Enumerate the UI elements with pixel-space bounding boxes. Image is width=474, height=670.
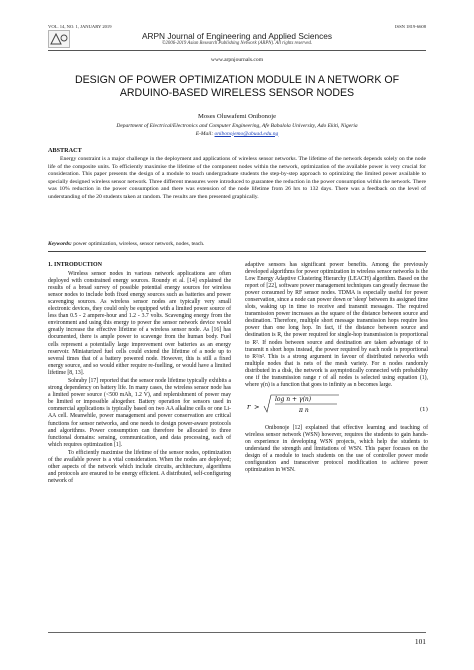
volume-info: VOL. 14, NO. 1, JANUARY 2019	[48, 24, 112, 29]
running-header	[48, 24, 426, 29]
affiliation-text: Department of Electrical/Electronics and Computer Engineering, Afe Babalola University, Ado Ekiti, Nigeria	[116, 123, 358, 129]
journal-name: ARPN Journal of Engineering and Applied Sciences	[141, 31, 333, 41]
keywords-line	[48, 241, 426, 247]
right-column	[245, 262, 428, 476]
section-heading: 1. INTRODUCTION	[48, 262, 103, 268]
copyright-line: ©2006-2019 Asian Research Publishing Network (ARPN). All rights reserved.	[161, 41, 313, 46]
paragraph: To efficiently maximise the lifetime of the sensor nodes, optimization of the available power is a vital consideration. When the nodes are deployed; other aspects of the network which include circuits, architecture, algorithms and protocols are ensured to be energy efficient. A distributed, self-configuring network of	[48, 450, 231, 485]
svg-text:π n: π n	[299, 406, 309, 414]
page-number: 101	[414, 637, 426, 646]
section-divider	[48, 251, 426, 252]
left-column	[48, 262, 231, 487]
header-divider	[48, 50, 426, 51]
paragraph: Onibonoje [12] explained that effective learning and teaching of wireless sensor network (WSN) however, requires the students to gain hands-on experience in developing WSN projects, which help the students to understand the strength and limitations of WSN. This paper focuses on the design of a module to teach students on the use of controller power mode configuration and transceiver protocol modification to achieve power optimization in WSN.	[245, 424, 428, 474]
author-name: Moses Oluwafemi Onibonoje	[197, 113, 276, 120]
svg-text:r: r	[247, 402, 251, 411]
abstract-heading: ABSTRACT	[48, 147, 82, 154]
equation-formula	[245, 391, 385, 421]
email-label: E-Mail:	[195, 130, 214, 137]
footer-divider	[48, 632, 426, 633]
email-line	[0, 131, 474, 139]
svg-text:log n + γ(n): log n + γ(n)	[275, 395, 312, 403]
svg-text:>: >	[254, 402, 260, 411]
keywords-label: Keywords:	[48, 241, 72, 247]
paper-title: DESIGN OF POWER OPTIMIZATION MODULE IN A NETWORK OF ARDUINO-BASED WIRELESS SENSOR NODES	[74, 74, 400, 100]
email-link[interactable]: onibonojemo@abuad.edu.ng	[214, 130, 279, 137]
journal-url[interactable]: www.arpnjournals.com	[210, 57, 264, 63]
issn: ISSN 1819-6608	[394, 24, 426, 29]
equation-number: (1)	[419, 406, 428, 413]
paragraph: adaptive sensors has significant power benefits. Among the previously developed algorithms for power optimization in wireless sensor networks is the Low Energy Adaptive Clustering Hierarchy (LEACH) algorithm. Based on the report of [22], software power management techniques can greatly decrease the power consumed by RF sensor nodes. TDMA is especially useful for power conservation, since a node can power down or 'sleep' between its assigned time slots, waking up in time to receive and transmit messages. The required transmission power increases as the square of the distance between source and destination. Therefore, multiple short message transmission hops require less power than one long hop. In fact, if the distance between source and destination is R, the power required for single-hop transmission is proportional to R². If nodes between source and destination are taken advantage of to transmit n short hops instead, the power required by each node is proportional to R²/n². This is a strong argument in favour of distributed networks with multiple nodes that is nets of the mesh variety. For n nodes randomly distributed in a disk, the network is asymptotically connected with probability one if the transmission range r of all nodes is selected using equation (1), where γ(n) is a function that goes to infinity as n becomes large.	[245, 262, 428, 388]
paragraph: Wireless sensor nodes in various network applications are often deployed with constrained energy sources. Roundy et al. [14] explained the results of a broad survey of possible potential energy sources for wireless sensor nodes to include both fixed energy sources such as batteries and power scavenging sources. As wireless sensor nodes are typically very small electronic devices, they could only be equipped with a limited power source of less than 0.5 - 2 ampere-hour and 1.2 - 3.7 volts. Scavenging energy from the environment and using this energy to power the sensor network device would greatly increase the effective lifetime of a wireless sensor node. As [16] has documented, there is ample power to scavenge from the human body. Fuel cells represent a potentially large improvement over batteries as an energy reservoir. Miniaturized fuel cells could extend the lifetime of a node up to several times that of a battery powered node. However, this is still a fixed energy source, and so would either require re-fuelling, or would have a limited lifetime [8, 13].	[48, 271, 231, 376]
keywords-text: power optimization, wireless, sensor network, nodes, teach.	[73, 241, 205, 247]
equation-1	[245, 391, 428, 421]
author-affiliation	[0, 123, 474, 138]
abstract-body: Energy constraint is a major challenge in the deployment and applications of wireless sensor networks. The lifetime of the network depends solely on the node life of the composite units. To efficiently maximise the lifetime of the component nodes within the network, optimization of the available power is very crucial for consideration. This paper presents the design of a module to teach undergraduate students the step-by-step approach to optimizing the limited power available to specially designed wireless sensor network. Three different measures were introduced to guarantee the reduction in the power consumption within the network. There was 10% reduction in the power consumption and there was extension of the node lifetime from 26 hrs to 132 days. There was a feedback on the level of understanding of the 20 students taken at random. The results are then presented graphically.	[48, 156, 426, 200]
paragraph: Sohraby [17] reported that the sensor node lifetime typically exhibits a strong dependency on battery life. In many cases, the wireless sensor node has a limited power source (<500 mAh, 1.2 V), and replenishment of power may be limited or impossible altogether. Battery operation for sensors used in commercial applications is typically based on two AA alkaline cells or one Li-AA cell. Meanwhile, power management and power conservation are critical functions for sensor networks, and one needs to design power-aware protocols and algorithms. Power consumption can therefore be allocated to three functional domains: sensing, communication, and data processing, each of which requires optimization [1].	[48, 378, 231, 448]
